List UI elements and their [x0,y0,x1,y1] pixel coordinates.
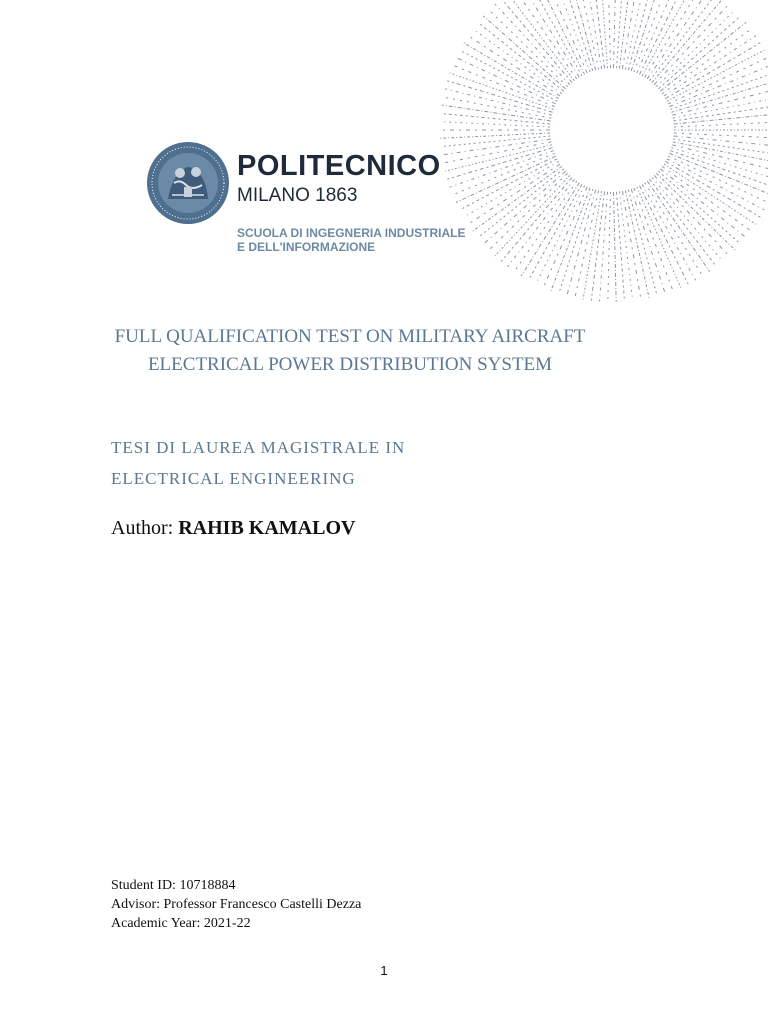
decorative-ray [622,191,641,299]
decorative-ray [583,191,602,299]
decorative-ray [668,156,768,202]
decorative-ray [551,0,590,72]
decorative-ray [495,4,570,85]
decorative-ray [671,81,768,113]
school-name [237,226,465,254]
decorative-ray [674,136,768,147]
decorative-ray [460,50,557,101]
decorative-ray [575,191,599,298]
decorative-ray [442,105,551,121]
author-label: Author: [111,517,179,539]
decorative-ray [445,145,552,171]
decorative-ray [614,192,617,302]
decorative-ray [456,58,556,104]
decorative-ray [645,0,703,77]
decorative-ray [489,10,568,87]
decorative-ray [460,159,557,210]
decorative-ray [559,189,593,294]
decorative-ray [600,192,608,302]
thesis-title-line-2: ELECTRICAL POWER DISTRIBUTION SYSTEM [147,354,553,375]
decorative-ray [667,159,764,210]
decorative-ray [456,156,556,202]
university-name: POLITECNICO [237,150,441,182]
decorative-ray [674,113,768,124]
degree-line-2: ELECTRICAL ENGINEERING [111,469,356,488]
decorative-ray [650,179,717,266]
decorative-ray [468,164,560,224]
decorative-ray [447,148,552,180]
decorative-ray [440,122,550,127]
decorative-ray [608,192,611,302]
decorative-ray [631,189,665,294]
advisor: Advisor: Professor Francesco Castelli Dezza [111,897,362,912]
decorative-ray [669,153,768,195]
decorative-ray [628,190,657,296]
decorative-ray [453,65,555,107]
decorative-ray [600,0,608,68]
decorative-ray [674,122,768,127]
decorative-ray [620,0,633,68]
decorative-ray [668,58,768,104]
decorative-ray [634,188,673,291]
decorative-ray [551,188,590,291]
decorative-ray [450,151,554,188]
decorative-ray [667,50,764,101]
author-line [111,517,355,540]
thesis-title [100,323,600,379]
decorative-ray [614,0,617,68]
decorative-ray [445,89,552,115]
decorative-ray [620,192,633,301]
decorative-ray [673,142,768,163]
decorative-ray [637,187,681,288]
author-name: RAHIB KAMALOV [178,517,356,539]
decorative-ray [478,169,564,238]
decorative-ray [591,192,604,301]
decorative-ray [645,183,703,276]
thesis-title-line-1: FULL QUALIFICATION TEST ON MILITARY AIRCRAFT [114,326,586,347]
decorative-ray [514,0,577,79]
decorative-ray [642,184,696,280]
degree-description [111,432,405,494]
decorative-ray [591,0,604,68]
degree-line-1: TESI DI LAUREA MAGISTRALE IN [111,438,406,457]
decorative-ray [671,148,768,180]
decorative-ray [608,0,611,68]
school-name-line-2: E DELL'INFORMAZIONE [237,240,376,254]
decorative-ray [442,139,551,155]
decorative-ray [673,139,768,155]
decorative-ray [662,29,751,94]
decorative-ray [501,0,572,83]
decorative-ray [672,89,768,115]
university-city-year: MILANO 1863 [237,185,358,206]
student-id: Student ID: 10718884 [111,878,236,893]
school-name-line-1: SCUOLA DI INGEGNERIA INDUSTRIALE [237,226,466,240]
decorative-ray [528,184,582,280]
decorative-ray [617,192,625,302]
decorative-ray [521,0,579,77]
decorative-ray [441,113,551,124]
decorative-ray [567,190,596,296]
decorative-ray [637,0,681,73]
decorative-ray [501,177,572,261]
decorative-ray [631,0,665,71]
decorative-ray [640,186,689,285]
decorative-ray [489,173,568,250]
decorative-ray [575,0,599,70]
decorative-ray [625,0,649,70]
decorative-ray [654,175,729,256]
decorative-ray [652,0,723,83]
decorative-ray [536,186,585,285]
decorative-ray [662,166,751,231]
decorative-ray [669,65,768,107]
decorative-ray [634,0,673,72]
decorative-ray [543,0,587,73]
thesis-info-block [111,876,361,933]
politecnico-seal-logo [146,141,230,225]
academic-year: Academic Year: 2021-22 [111,916,251,931]
page-number: 1 [380,963,388,978]
